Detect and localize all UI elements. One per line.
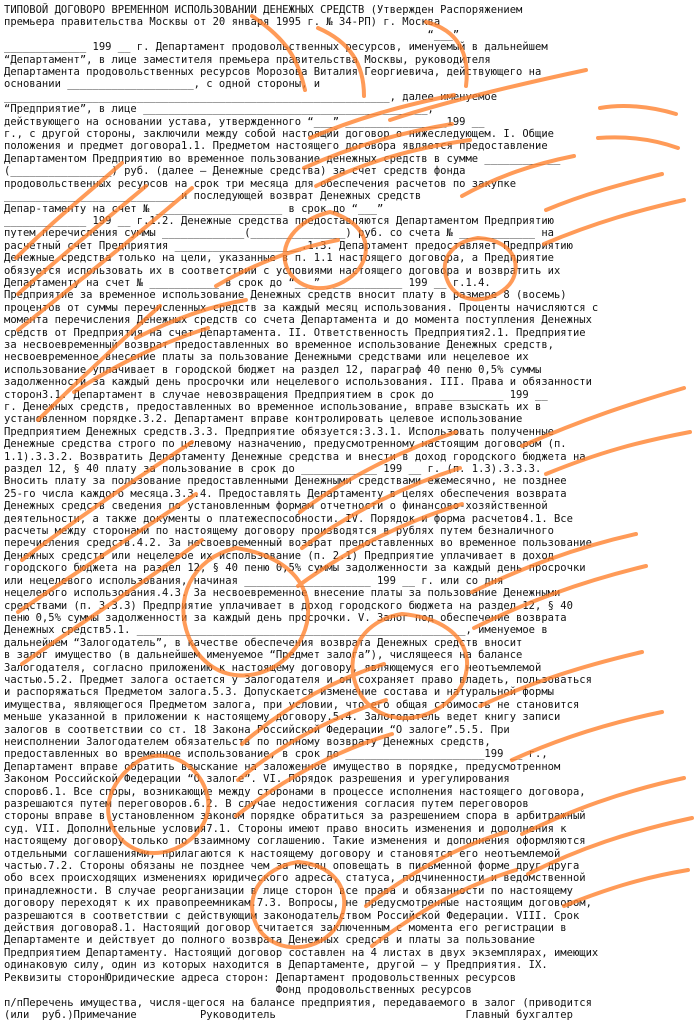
- contract-text: ТИПОВОЙ ДОГОВОРО ВРЕМЕННОМ ИСПОЛЬЗОВАНИИ ДЕНЕЖНЫХ СРЕДСТВ (Утвержден Распоряжением премьера правительства Москвы от 20 января 1995 г. № 34-РП) г. Москва “___” _____________ 199 __ г. Департамент продовольственных ресурсов, именуемый в дальнейшем “Департамент”, в лице заместителя премьера правительства Москвы, руководителя Департамента продовольственных ресурсов Морозова Виталия Георгиевича, действующего на основании ____________________, с одной стороны, и _____________________________________________________________, далее именуемое “Предприятие”, в лице _____________________________________________, действующего на основании устава, утвержденного “___” ________________199 __ г., с другой стороны, заключили между собой настоящий договор о нижеследующем. I. Общие положения и предмет договора1.1. Предметом настоящего договора является предоставление Департаментом Предприятию во временное пользование денежных средств в сумме ____________ (________________) руб. (далее – Денежные средства) за счет средств фонда продовольственных ресурсов на срок три месяца для обеспечения расчетов по закупке ___________________________ и последующей возврат Денежных средств Депар-таменту на счет № ____________________ в срок до “___” _____________ 199 __ г.1.2. Денежные средства предоставляются Департаментом Предприятию путем перечисления суммы _____________(_______________) руб. со счета № ____________ на расчетный счет Предприятия ____________________.1.3. Департамент предоставляет Предприятию Денежные средства только на цели, указанные в п. 1.1 настоящего договора, а Предприятие обязуется использовать их в соответствии с условиями настоящего договора и возвратить их Департаменту на счет № ___________ в срок до “___” ____________ 199 __ г.1.4. Предприятие за временное использование Денежных средств вносит плату в размере 8 (восемь) процентов от суммы перечисленных средств за каждый месяц использования. Проценты начисляются с момента перечисления Денежных средств со счета Департамента и до момента поступления Денежных средств от Предприятия на счет Департамента. II. Ответственность Предприятия2.1. Предприятие за несвоевременный возврат предоставленных во временное использование Денежных средств, несвоевременное внесение платы за пользование Денежными средствами или нецелевое их использование уплачивает в городской бюджет на раздел 12, параграф 40 пеню 0,5% суммы задолженности за каждый день просрочки или нецелевого использования. III. Права и обязанности сторон3.1. Департамент в случае невозвращения Предприятием в срок до __________ 199 __ г. Денежных средств, предоставленных во временное использование, вправе взыскать их в установленном порядке.3.2. Департамент вправе контролировать целевое использование Предприятием Денежных средств.3.3. Предприятие обязуется:3.3.1. Использовать полученные Денежные средства строго по целевому назначению, предусмотренному настоящим договором (п. 1.1).3.3.2. Возвратить Департаменту Денежные средства и внести в доход городского бюджета на раздел 12, § 40 плату за пользование в срок до ____________ 199 __ г. (п. 1.3).3.3.3. Вносить плату за пользование предоставленными Денежными средствами ежемесячно, не позднее 25-го числа каждого месяца.3.3.4. Предоставлять Департаменту в целях обеспечения возврата Денежных средств сведения по установленным формам отчетности о финансово-хозяйственной деятельности, а также документы о платежеспособности. IV. Порядок и форма расчетов4.1. Все расчеты между сторонами по настоящему договору производятся в рублях путем безналичного перечисления средств.4.2. За несвоевременный возврат предоставленных во временное пользование Денежных средств или нецелевое их использование (п. 2.1) Предприятие уплачивает в доход городского бюджета на раздел 12, § 40 пеню 0,5% суммы задолженности за каждый день просрочки или нецелевого использования, начиная ____________________ 199 __ г. или со дня нецелевого использования.4.3. За несвоевременное внесение платы за пользование Денежными средствами (п. 3.3.3) Предприятие уплачивает в доход городского бюджета на раздел 12, § 40 пеню 0,5% суммы задолженности за каждый день просрочки. V. Залог под обеспечение возврата Денежных средств5.1. ____________________________________________________, именуемое в дальнейшем “Залогодатель”, в качестве обеспечения возврата Денежных средств вносит в залог имущество (в дальнейшем именуемое “Предмет залога”), числящееся на балансе Залогодателя, согласно приложению к настоящему договору, являющемуся его неотъемлемой частью.5.2. Предмет залога остается у Залогодателя и он сохраняет право владеть, пользоваться и распоряжаться Предметом залога.5.3. Допускается изменение состава и натуральной формы имущества, являющегося Предметом залога, при условии, что его общая стоимость не становится меньше указанной в приложении к настоящему договору.5.4. Залогодатель ведет книгу записи залогов в соответствии со ст. 18 Закона Российской Федерации “О залоге”.5.5. При неисполнении Залогодателем обязательств по полному возврату Денежных средств, предоставленных во временное использование, в срок до ______________________199 __ г., Департамент вправе обратить взыскание на заложенное имущество в порядке, предусмотренном Законом Российской Федерации “О залоге”. VI. Порядок разрешения и урегулирования споров6.1. Все споры, возникающие между сторонами в процессе исполнения настоящего договора, разрешаются путем переговоров.6.2. В случае недостижения согласия путем переговоров стороны вправе в установленном законом порядке обратиться за разрешением спора в арбитражный суд. VII. Дополнительные условия7.1. Стороны имеют право вносить изменения и дополнения к настоящему договору только по взаимному соглашению. Такие изменения и дополнения оформляются отдельными соглашениями, прилагаются к настоящему договору и становятся его неотъемлемой частью.7.2. Стороны обязаны не позднее чем за месяц оповещать в письменной форме друг друга обо всех происходящих изменениях юридического адреса, статуса, подчиненности и ведомственной принадлежности. В случае реорганизации в лице сторон все права и обязанности по настоящему договору переходят к их правопреемникам.7.3. Вопросы, не предусмотренные настоящим договором, разрешаются в соответствии с действующим законодательством Российской Федерации. VIII. Срок действия договора8.1. Настоящий договор считается заключенным с момента его регистрации в Департаменте и действует до полного возврата Денежных средств и платы за пользование Предприятием Департаменту. Настоящий договор составлен на 4 листах в двух экземплярах, имеющих одинаковую силу, один из которых находится в Департаменте, другой – у Предприятия. IX. Реквизиты сторонЮридические адреса сторон: Департамент продовольственных ресурсов Фонд продовольственных ресурсов п/пПеречень имущества, числя-щегося на балансе предприятия, передаваемого в залог (приводится (или руб.)Примечание Руководитель Главный бухгалтер: [4, 4, 599, 1021]
